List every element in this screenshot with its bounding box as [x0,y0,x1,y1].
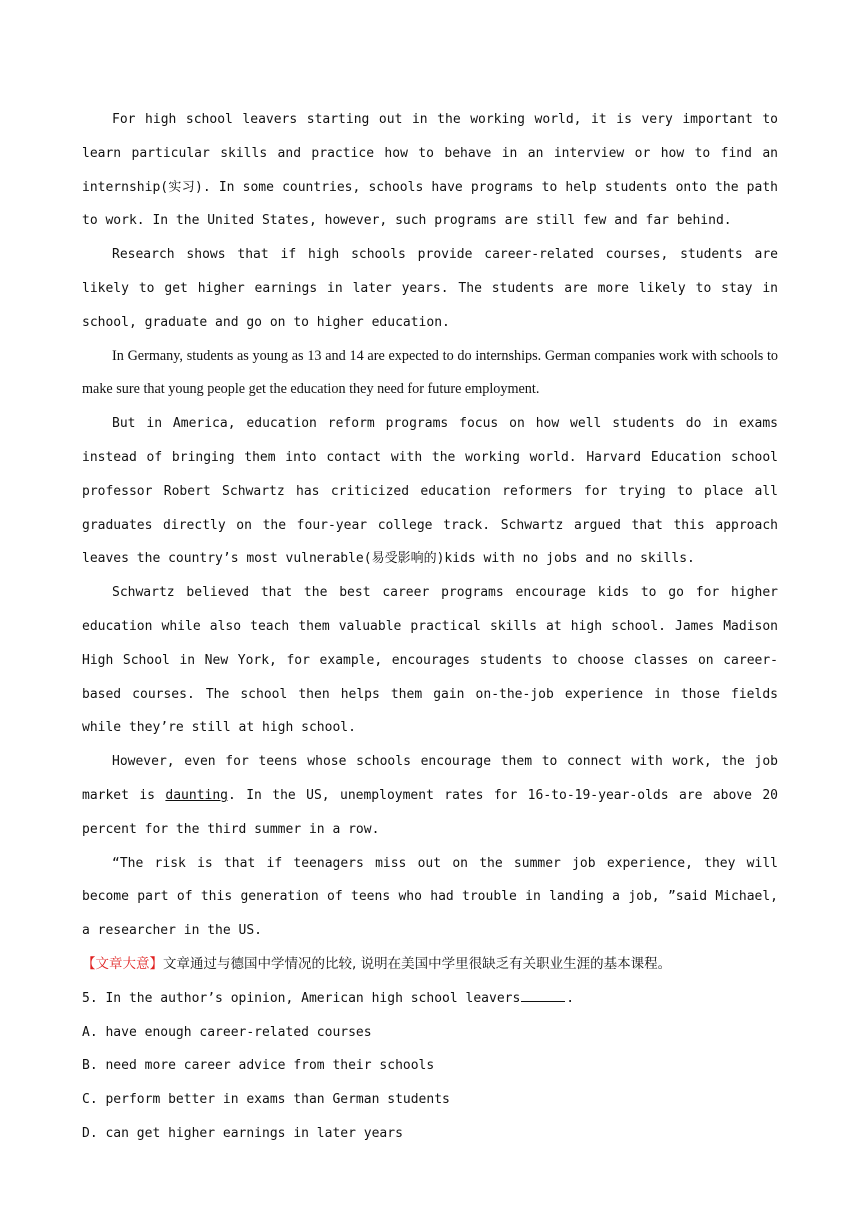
passage-paragraph-4: But in America, education reform programs focus on how well students do in exams instead of bringing them into contact with the working world. Harvard Education school professor Robert Schwartz has criticized education reformers for trying to place all graduates directly on the four-year college track. Schwartz argued that this approach leaves the country’s most vulnerable(易受影响的)kids with no jobs and no skills. [82,416,778,567]
passage-paragraph-2: Research shows that if high schools provide career-related courses, students are likely to get higher earnings in later years. The students are more likely to stay in school, graduate and go on to higher education. [82,247,778,330]
passage-paragraph-6 [82,745,778,846]
passage-paragraph-6-before: However, even for teens whose schools encourage them to connect with work, the job market is [82,754,778,803]
option-b: B. need more career advice from their schools [82,1058,435,1074]
option-a: A. have enough career-related courses [82,1024,372,1040]
summary-tag: 【文章大意】 [82,955,163,972]
passage-paragraph-7: “The risk is that if teenagers miss out on the summer job experience, they will become part of this generation of teens who had trouble in landing a job, ”said Michael, a researcher in the US. [82,855,778,939]
document-content [82,103,778,1151]
option-d: D. can get higher earnings in later years [82,1125,403,1141]
underlined-word-daunting: daunting [165,787,229,803]
passage-paragraph-5: Schwartz believed that the best career programs encourage kids to go for higher education while also teach them valuable practical skills at high school. James Madison High School in New York, for example, encourages students to choose classes on career-based courses. The school then helps them gain on-the-job experience in those fields while they’re still at high school. [82,585,778,736]
passage-paragraph-6-after: . In the US, unemployment rates for 16-to-19-year-olds are above 20 percent for the third summer in a row. [82,787,778,837]
summary-text: 文章通过与德国中学情况的比较, 说明在美国中学里很缺乏有关职业生涯的基本课程。 [163,955,672,972]
option-c: C. perform better in exams than German students [82,1092,450,1108]
question-stem [82,982,778,1016]
question-stem-text: 5. In the author’s opinion, American high school leavers [82,990,521,1006]
question-stem-end: . [566,990,575,1006]
passage-paragraph-1: For high school leavers starting out in the working world, it is very important to learn particular skills and practice how to behave in an interview or how to find an internship(实习). In some countries, schools have programs to help students onto the path to work. In the United States, however, such programs are still few and far behind. [82,112,778,229]
answer-blank [521,988,565,1002]
summary [82,948,778,982]
passage-paragraph-3: In Germany, students as young as 13 and 14 are expected to do internships. German companies work with schools to make sure that young people get the education they need for future employment. [82,347,778,398]
